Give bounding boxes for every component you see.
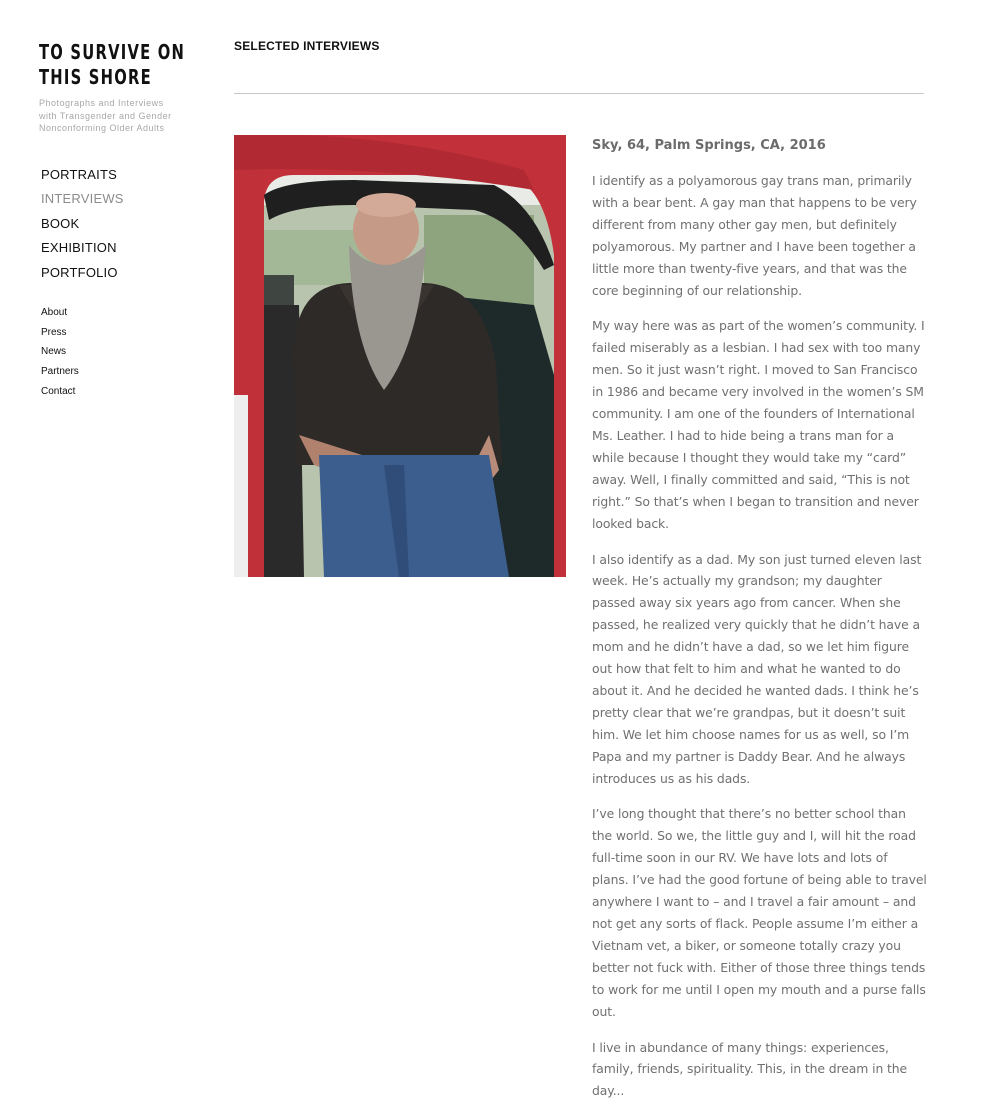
interview-paragraph-5: I live in abundance of many things: experiences, family, friends, spirituality. This, in the dream in the day... [592,1039,908,1099]
interview-paragraph-2: My way here was as part of the women’s community. I failed miserably as a lesbian. I had sex with too many men. So it just wasn’t right. I moved to San Francisco in 1986 and became very involved in the women’s SM community. I am one of the founders of International Ms. Leather. I had to hide being a trans man for a while because I thought they would take my “card” away. Well, I finally committed and said, “This is not right.” So that’s when I began to transition and never looked back. [592,318,925,531]
site-tagline [39,97,189,135]
nav-portfolio[interactable]: PORTFOLIO [41,264,118,280]
nav-contact[interactable]: Contact [41,385,76,397]
portrait-photo [234,135,566,577]
site-title-line-1: TO SURVIVE ON [39,40,186,64]
nav-press[interactable]: Press [41,326,67,338]
interview-article [592,136,927,1116]
nav-book[interactable]: BOOK [41,215,80,231]
interview-paragraph-3: I also identify as a dad. My son just turned eleven last week. He’s actually my grandson; my daughter passed away six years ago from cancer. When she passed, he realized very quickly that he didn’t have a mom and he didn’t have a dad, so we let him figure out how that felt to him and what he wanted to do about it. And he decided he wanted dads. I think he’s pretty clear that we’re grandpas, but it doesn’t suit him. We let him choose names for us as well, so I’m Papa and my partner is Daddy Bear. And he always introduces us as his dads. [592,551,922,786]
nav-about[interactable]: About [41,307,68,318]
site-title[interactable] [39,40,186,90]
nav-portraits[interactable]: PORTRAITS [41,166,117,182]
main-nav [39,163,209,286]
nav-interviews[interactable]: INTERVIEWS [41,191,124,206]
section-heading: SELECTED INTERVIEWS [234,39,380,53]
tagline-line-3: Nonconforming Older Adults [39,123,165,133]
tagline-line-1: Photographs and Interviews [39,98,164,108]
sidebar [39,40,209,402]
nav-partners[interactable]: Partners [41,366,79,378]
site-title-line-2: THIS SHORE [39,65,152,89]
header-divider [234,93,924,94]
tagline-line-2: with Transgender and Gender [39,110,172,121]
nav-exhibition[interactable]: EXHIBITION [41,240,117,255]
interview-caption: Sky, 64, Palm Springs, CA, 2016 [592,138,826,153]
interview-paragraph-4: I’ve long thought that there’s no better school than the world. So we, the little guy and I, will hit the road full-time soon in our RV. We have lots and lots of plans. I’ve had the good fortune of being able to travel anywhere I want to – and I travel a fair amount – and not get any sorts of flack. People assume I’m either a Vietnam vet, a biker, or someone totally crazy you better not fuck with. Either of those three things tends to work for me until I open my mouth and a purse falls out. [592,806,927,1019]
secondary-nav [39,303,209,402]
interview-paragraph-1: I identify as a polyamorous gay trans man, primarily with a bear bent. A gay man that happens to be very different from many other gay men, but definitely polyamorous. My partner and I have been together a little more than twenty-five years, and that was the core beginning of our relationship. [592,173,917,298]
nav-news[interactable]: News [41,346,67,358]
